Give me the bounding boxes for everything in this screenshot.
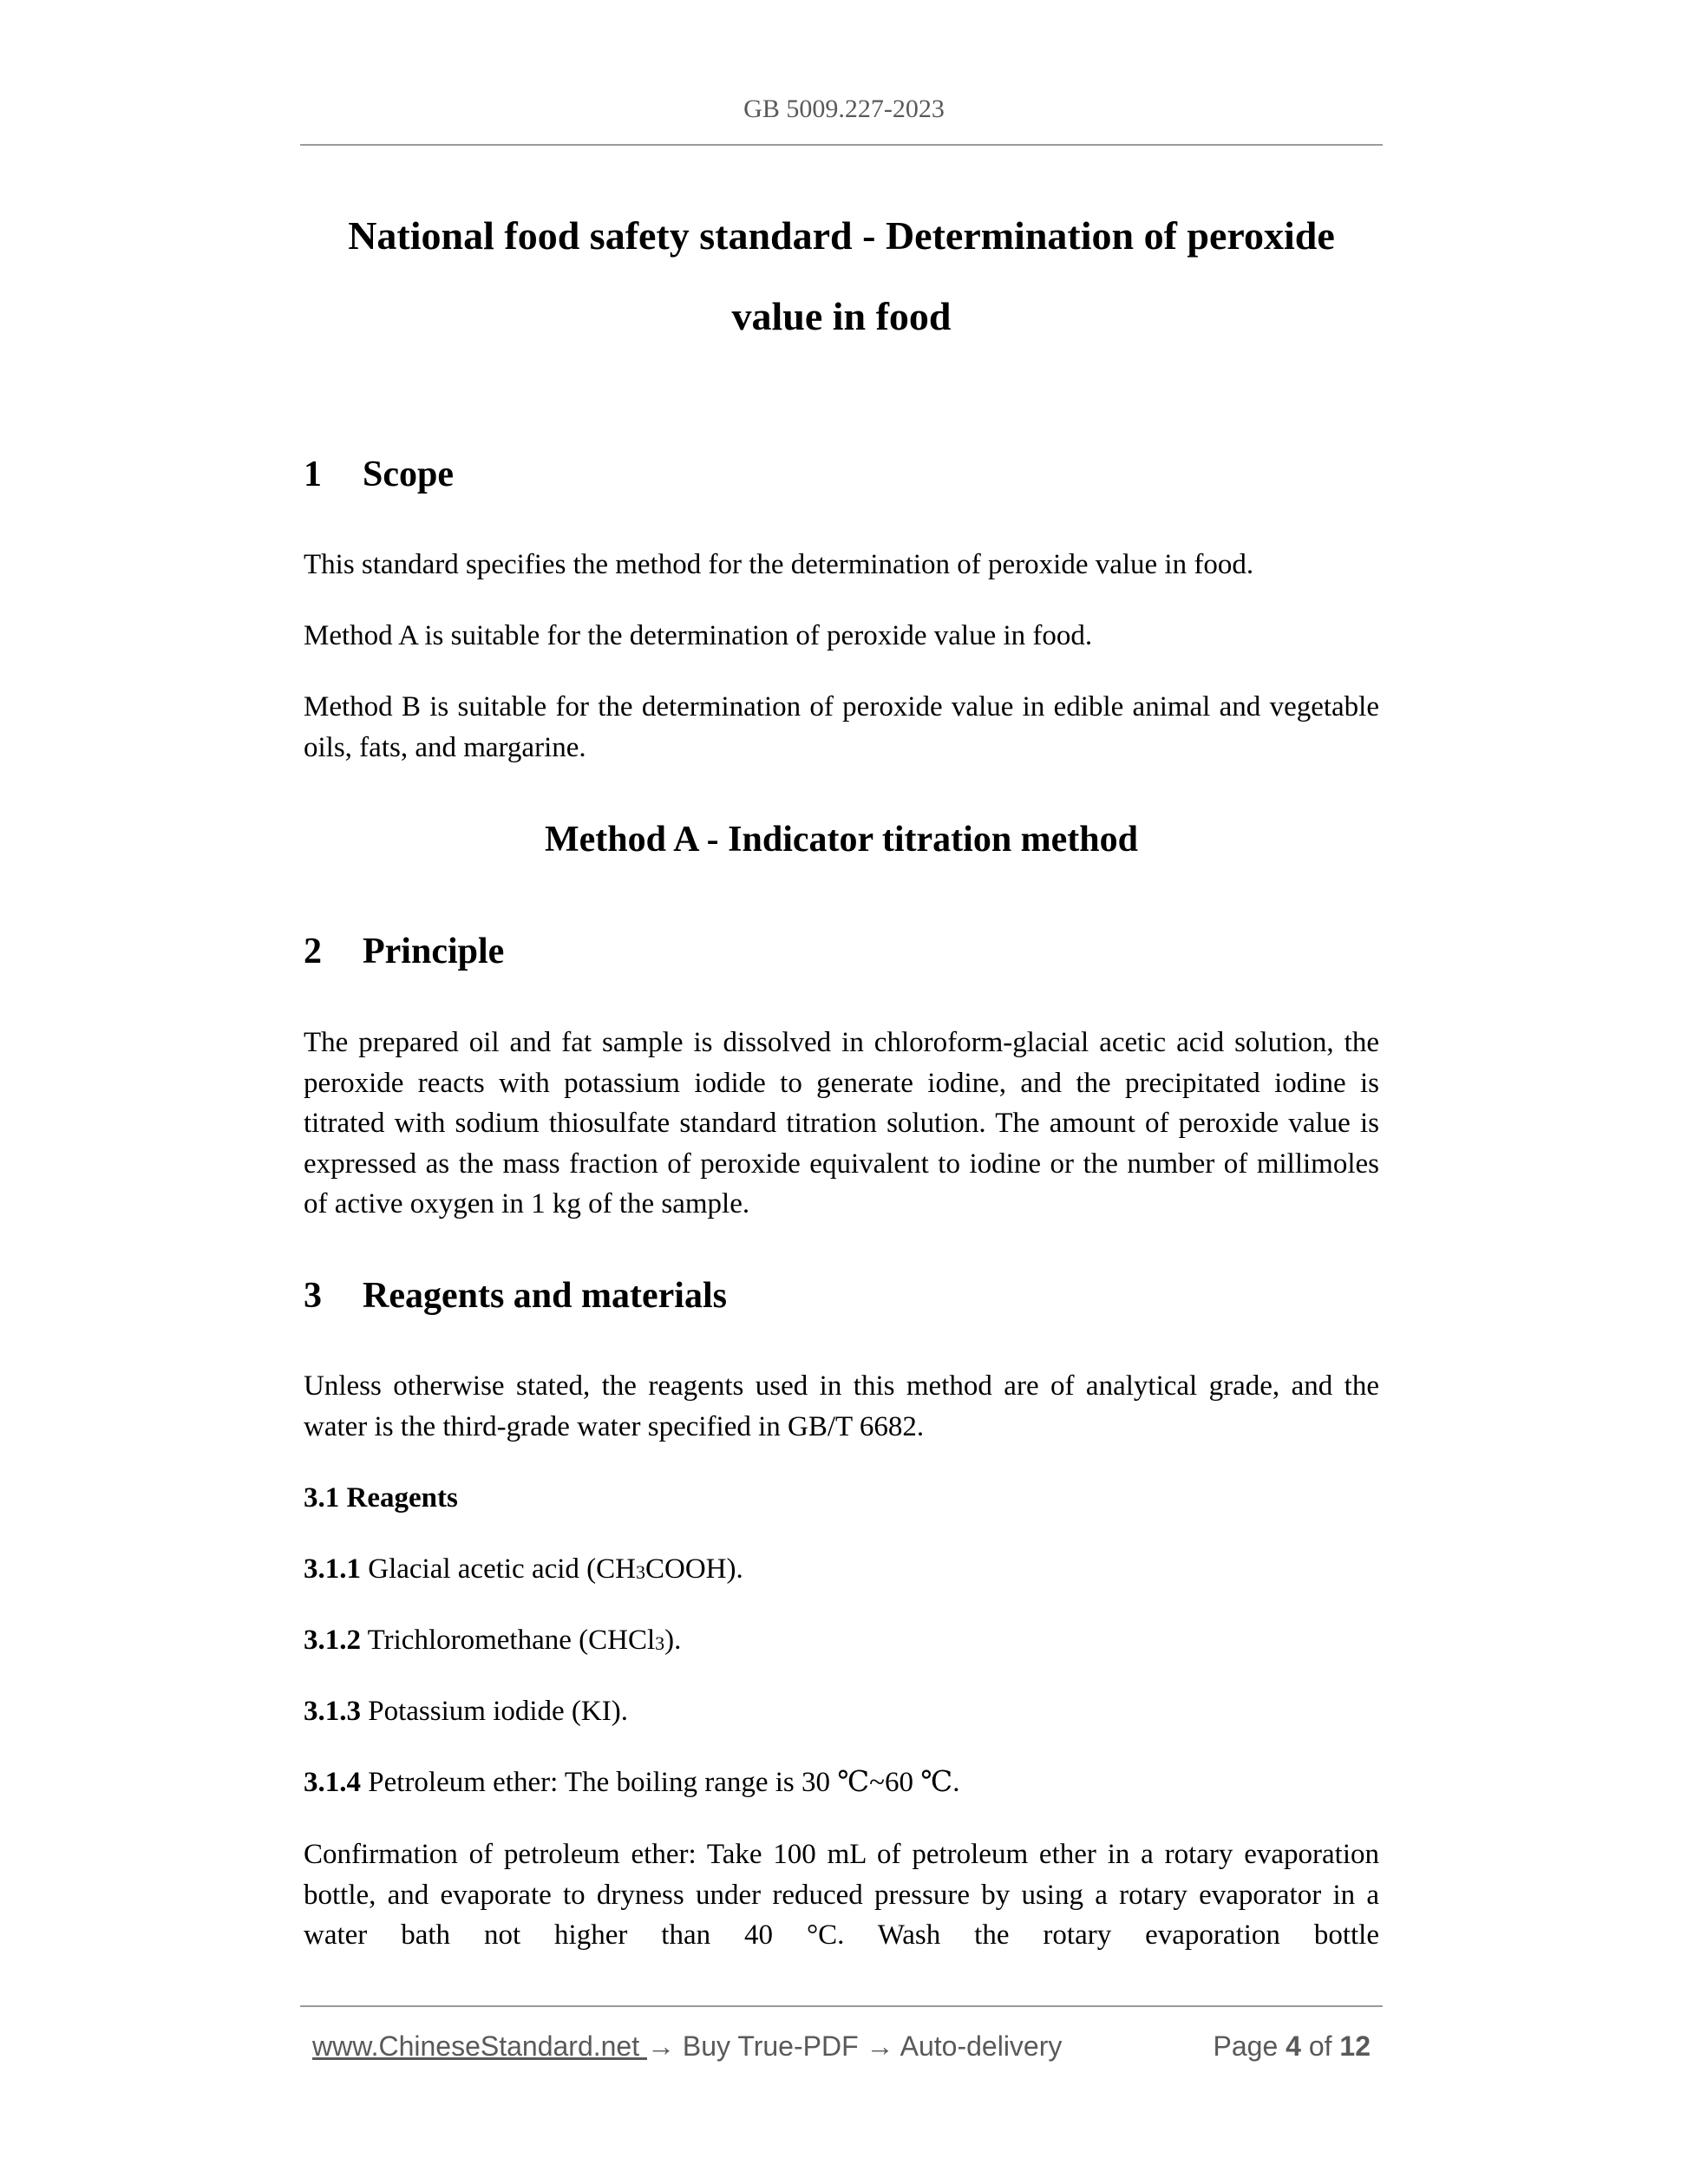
arrow-right-icon: → [647,2030,675,2062]
item-number: 3.1.1 [304,1553,361,1585]
section-heading-reagents [304,1274,727,1318]
item-text-after: COOH). [645,1553,743,1585]
section-heading-principle [304,930,504,973]
page-indicator [1214,2027,1371,2065]
page-of-label: of [1300,2030,1340,2062]
section-number: 3 [304,1276,322,1316]
reagent-item [304,1549,1379,1592]
footer-divider [300,2005,1383,2007]
subscript: 3 [655,1632,665,1654]
item-text-after: ). [664,1625,682,1656]
confirmation-paragraph: Confirmation of petroleum ether: Take 100 mL of petroleum ether in a rotary evaporation bottle, and evaporate to dryness under reduced pressure by using a rotary evaporator in a water bath not higher than 40 °C. Wash the rotary evaporation bottle [304,1839,1379,1951]
running-header: GB 5009.227-2023 [743,95,945,123]
section-number: 2 [304,932,322,971]
footer-step-delivery: Auto-delivery [893,2030,1063,2062]
item-text: Glacial acetic acid (CH [368,1553,636,1585]
footer-step-buy: Buy True-PDF [675,2030,867,2062]
item-text: Potassium iodide (KI). [368,1696,628,1727]
item-number: 3.1.2 [304,1625,361,1656]
section-heading-scope [304,453,454,496]
principle-paragraph: The prepared oil and fat sample is dissolved in chloroform-glacial acetic acid solution, the peroxide reacts with potassium iodide to generate iodine, and the precipitated iodine is titrated with sodium thiosulfate standard titration solution. The amount of peroxide value is expressed as the mass fraction of peroxide equivalent to iodine or the number of millimoles of active oxygen in 1 kg of the sample. [304,1027,1379,1220]
item-text: Trichloromethane (CHCl [367,1625,656,1656]
item-number: 3.1.3 [304,1696,361,1727]
item-text: Petroleum ether: The boiling range is 30 ℃~60 ℃. [368,1767,960,1798]
subheading-text: 3.1 Reagents [304,1482,458,1514]
scope-paragraph-2: Method A is suitable for the determination of peroxide value in food. [304,620,1093,651]
scope-paragraph-3: Method B is suitable for the determination of peroxide value in edible animal and vegetable oils, fats, and margarine. [304,691,1379,763]
section-number: 1 [304,454,322,494]
footer-promo [312,2027,1062,2065]
section-title: Reagents and materials [363,1276,727,1316]
section-title: Principle [363,932,505,971]
reagent-item [304,1691,1379,1732]
reagent-item [304,1762,1379,1803]
page-label: Page [1213,2030,1286,2062]
reagent-item [304,1620,1379,1664]
page-footer [312,2027,1379,2065]
method-a-heading: Method A - Indicator titration method [544,820,1139,860]
item-number: 3.1.4 [304,1767,361,1798]
arrow-right-icon: → [866,2030,894,2062]
header-divider [300,144,1383,146]
chinesestandard-link[interactable]: www.ChineseStandard.net [312,2030,647,2062]
document-title-line1: National food safety standard - Determination of peroxide [348,213,1335,258]
reagents-intro-paragraph: Unless otherwise stated, the reagents used in this method are of analytical grade, and the water is the third-grade water specified in GB/T 6682. [304,1370,1379,1442]
section-title: Scope [363,454,454,494]
current-page: 4 [1286,2030,1301,2062]
total-pages: 12 [1339,2030,1371,2062]
document-title-line2: value in food [731,294,952,338]
scope-paragraph-1: This standard specifies the method for the determination of peroxide value in food. [304,549,1254,580]
subheading-reagents [304,1478,1379,1519]
subscript: 3 [636,1561,645,1583]
